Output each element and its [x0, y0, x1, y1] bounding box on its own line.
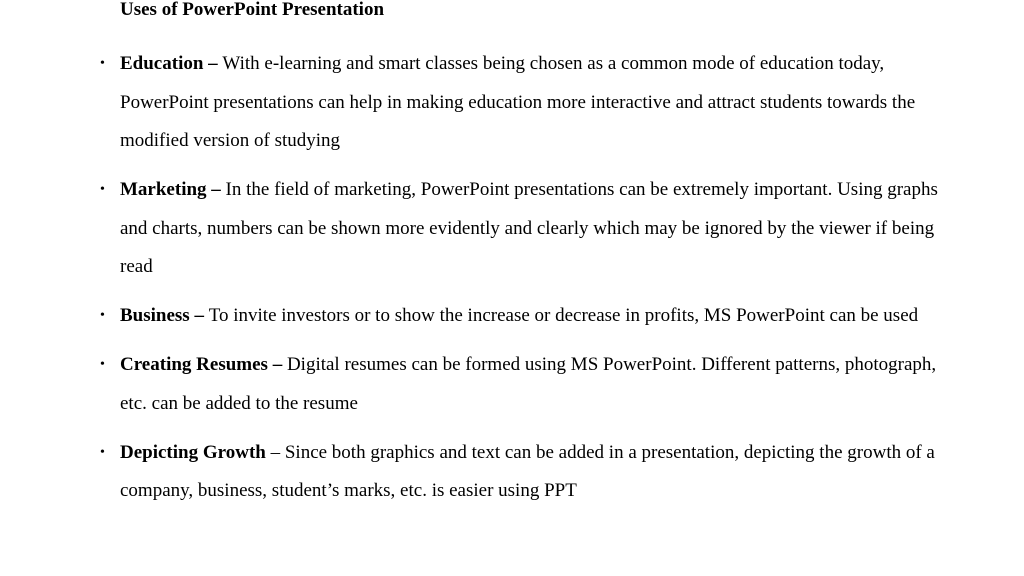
list-item-business — [0, 297, 940, 336]
bullet-icon: • — [100, 444, 105, 460]
list-item-creating-resumes — [0, 346, 940, 423]
item-text: With e-learning and smart classes being chosen as a common mode of education today, PowerPoint presentations can help in making education more interactive and attract students towards the modified version of studying — [120, 53, 916, 151]
list-item-marketing — [0, 171, 940, 287]
item-term: Depicting Growth — [120, 441, 266, 463]
item-term: Creating Resumes — [120, 354, 268, 375]
item-text: Since both graphics and text can be added in a presentation, depicting the growth of a company, business, student’s marks, etc. is easier using PPT — [120, 441, 935, 501]
bullet-icon: • — [100, 56, 105, 71]
item-term: Business — [120, 305, 190, 326]
item-text: To invite investors or to show the increase or decrease in profits, MS PowerPoint can be used — [208, 305, 919, 326]
list-item-depicting-growth — [0, 434, 940, 511]
item-dash: – — [206, 179, 226, 200]
bullet-icon: • — [100, 357, 105, 372]
item-term: Marketing — [120, 179, 207, 200]
item-text: In the field of marketing, PowerPoint presentations can be extremely important. Using graphs and charts, numbers can be shown more evidently and clearly which may be ignored by the viewer if being read — [120, 179, 938, 277]
item-dash: – — [189, 305, 209, 326]
list-item-education — [0, 45, 940, 161]
bullet-icon: • — [100, 182, 105, 197]
item-term: Education — [120, 53, 204, 74]
bullet-icon: • — [100, 308, 105, 323]
uses-list — [0, 45, 1024, 521]
item-text: Digital resumes can be formed using MS PowerPoint. Different patterns, photograph, etc. can be added to the resume — [120, 354, 937, 414]
item-dash: – — [203, 53, 223, 74]
page-title: Uses of PowerPoint Presentation — [120, 0, 385, 20]
item-dash: – — [265, 441, 285, 463]
item-dash: – — [267, 354, 287, 375]
